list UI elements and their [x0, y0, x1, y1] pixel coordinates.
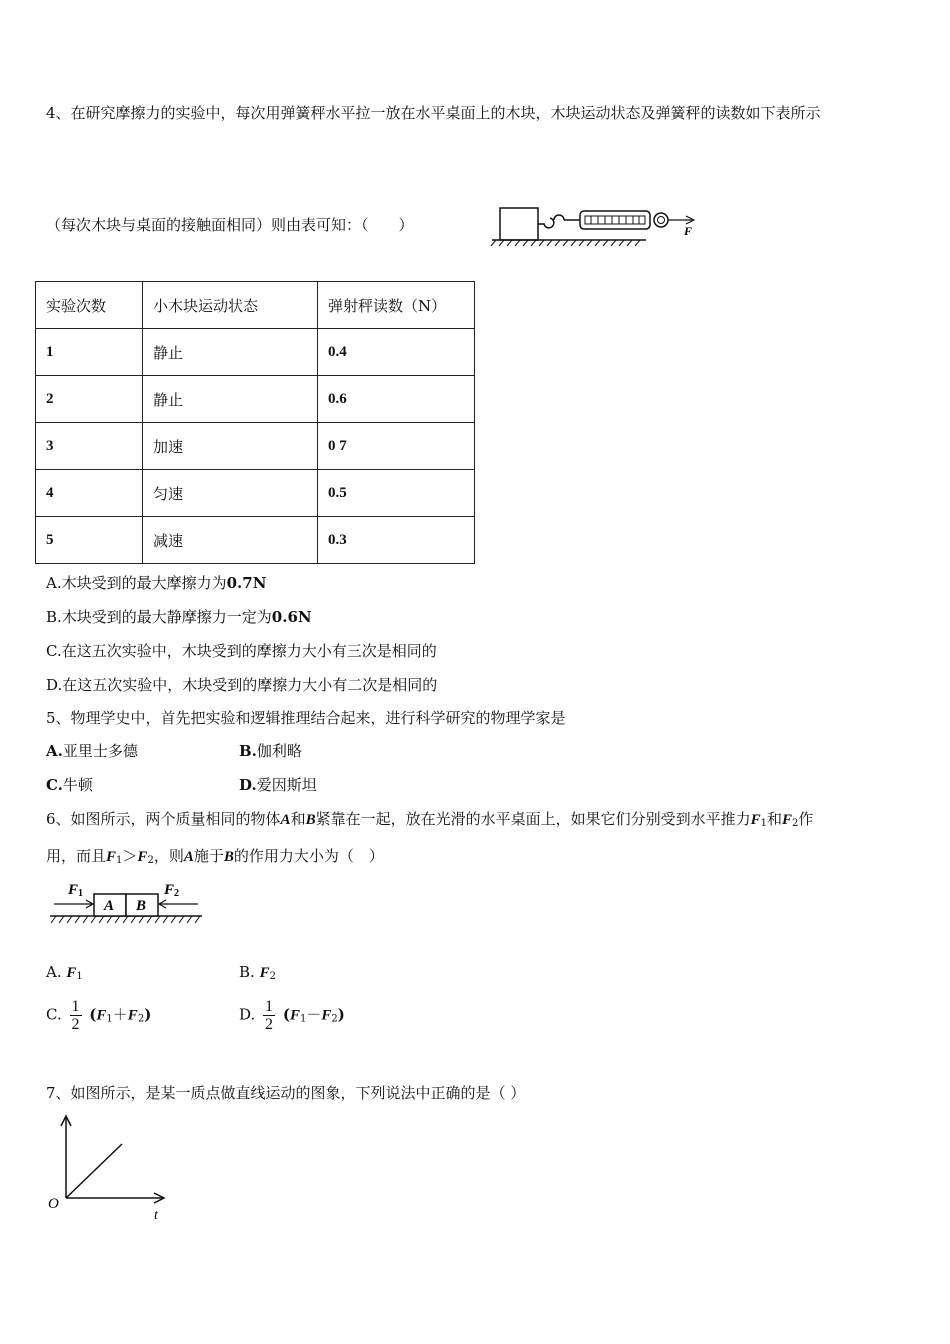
spring-scale-figure — [488, 198, 708, 250]
cell-trial: 5 — [36, 517, 143, 564]
q4-option-c: C.在这五次实验中，木块受到的摩擦力大小有三次是相同的 — [46, 642, 437, 660]
fraction-half: $\frac{1}{2}$ — [71, 998, 80, 1033]
experiment-table — [35, 281, 475, 564]
cell-trial: 4 — [36, 470, 143, 517]
f1-label: F1 — [68, 882, 84, 899]
q4-stem-continued: （每次木块与桌面的接触面相同）则由表可知：（ ） — [46, 216, 414, 234]
q5-option-a: A.亚里士多德 — [46, 742, 138, 760]
cell-trial: 2 — [36, 376, 143, 423]
header-state: 小木块运动状态 — [143, 282, 318, 329]
q5-option-c: C.牛顿 — [46, 776, 93, 794]
block-b-label: B — [136, 898, 147, 914]
cell-reading: 0.4 — [318, 329, 475, 376]
f2-label: F2 — [164, 882, 180, 899]
header-trial: 实验次数 — [36, 282, 143, 329]
cell-state: 静止 — [143, 329, 318, 376]
table-row — [36, 376, 475, 423]
cell-trial: 1 — [36, 329, 143, 376]
q6-option-a: A. $F_1$ — [46, 963, 83, 982]
cell-reading: 0.3 — [318, 517, 475, 564]
q4-stem: 4、在研究摩擦力的实验中，每次用弹簧秤水平拉一放在水平桌面上的木块，木块运动状态及弹簧秤的读数如下表所示 — [46, 104, 821, 122]
motion-graph-figure — [44, 1110, 170, 1226]
table-row — [36, 423, 475, 470]
header-reading: 弹射秤读数（N） — [318, 282, 475, 329]
cell-state: 减速 — [143, 517, 318, 564]
q6-stem-line1: 6、如图所示，两个质量相同的物体A和B紧靠在一起，放在光滑的水平桌面上，如果它们分别受到水平推力$F_1$和$F_2$作 — [46, 810, 814, 829]
cell-state: 静止 — [143, 376, 318, 423]
blocks-figure — [46, 876, 206, 928]
cell-trial: 3 — [36, 423, 143, 470]
q6-option-d: D. $\frac{1}{2}$ $(F_1-F_2)$ — [239, 998, 345, 1033]
q6-option-c: C. $\frac{1}{2}$ $(F_1+F_2)$ — [46, 998, 152, 1033]
table-row — [36, 517, 475, 564]
q6-stem-line2: 用，而且$F_1>F_2$，则A施于B的作用力大小为（ ） — [46, 847, 384, 866]
force-label: F — [684, 224, 693, 238]
q5-option-b: B.伽利略 — [239, 742, 302, 760]
cell-reading: 0 7 — [318, 423, 475, 470]
cell-reading: 0.6 — [318, 376, 475, 423]
table-header-row — [36, 282, 475, 329]
q7-stem: 7、如图所示，是某一质点做直线运动的图象，下列说法中正确的是（ ） — [46, 1084, 526, 1102]
origin-label: O — [48, 1196, 59, 1212]
cell-state: 加速 — [143, 423, 318, 470]
block-a-label: A — [104, 898, 115, 914]
table-row — [36, 329, 475, 376]
cell-reading: 0.5 — [318, 470, 475, 517]
q5-stem: 5、物理学史中，首先把实验和逻辑推理结合起来，进行科学研究的物理学家是 — [46, 709, 566, 727]
t-axis-label: t — [154, 1208, 158, 1223]
q4-option-a: A.木块受到的最大摩擦力为0.7N — [46, 574, 267, 592]
q5-option-d: D.爱因斯坦 — [239, 776, 317, 794]
fraction-half: $\frac{1}{2}$ — [265, 998, 274, 1033]
q4-option-b: B.木块受到的最大静摩擦力一定为0.6N — [46, 608, 312, 626]
cell-state: 匀速 — [143, 470, 318, 517]
table-row — [36, 470, 475, 517]
q4-option-d: D.在这五次实验中，木块受到的摩擦力大小有二次是相同的 — [46, 676, 438, 694]
q6-option-b: B. $F_2$ — [239, 963, 276, 982]
